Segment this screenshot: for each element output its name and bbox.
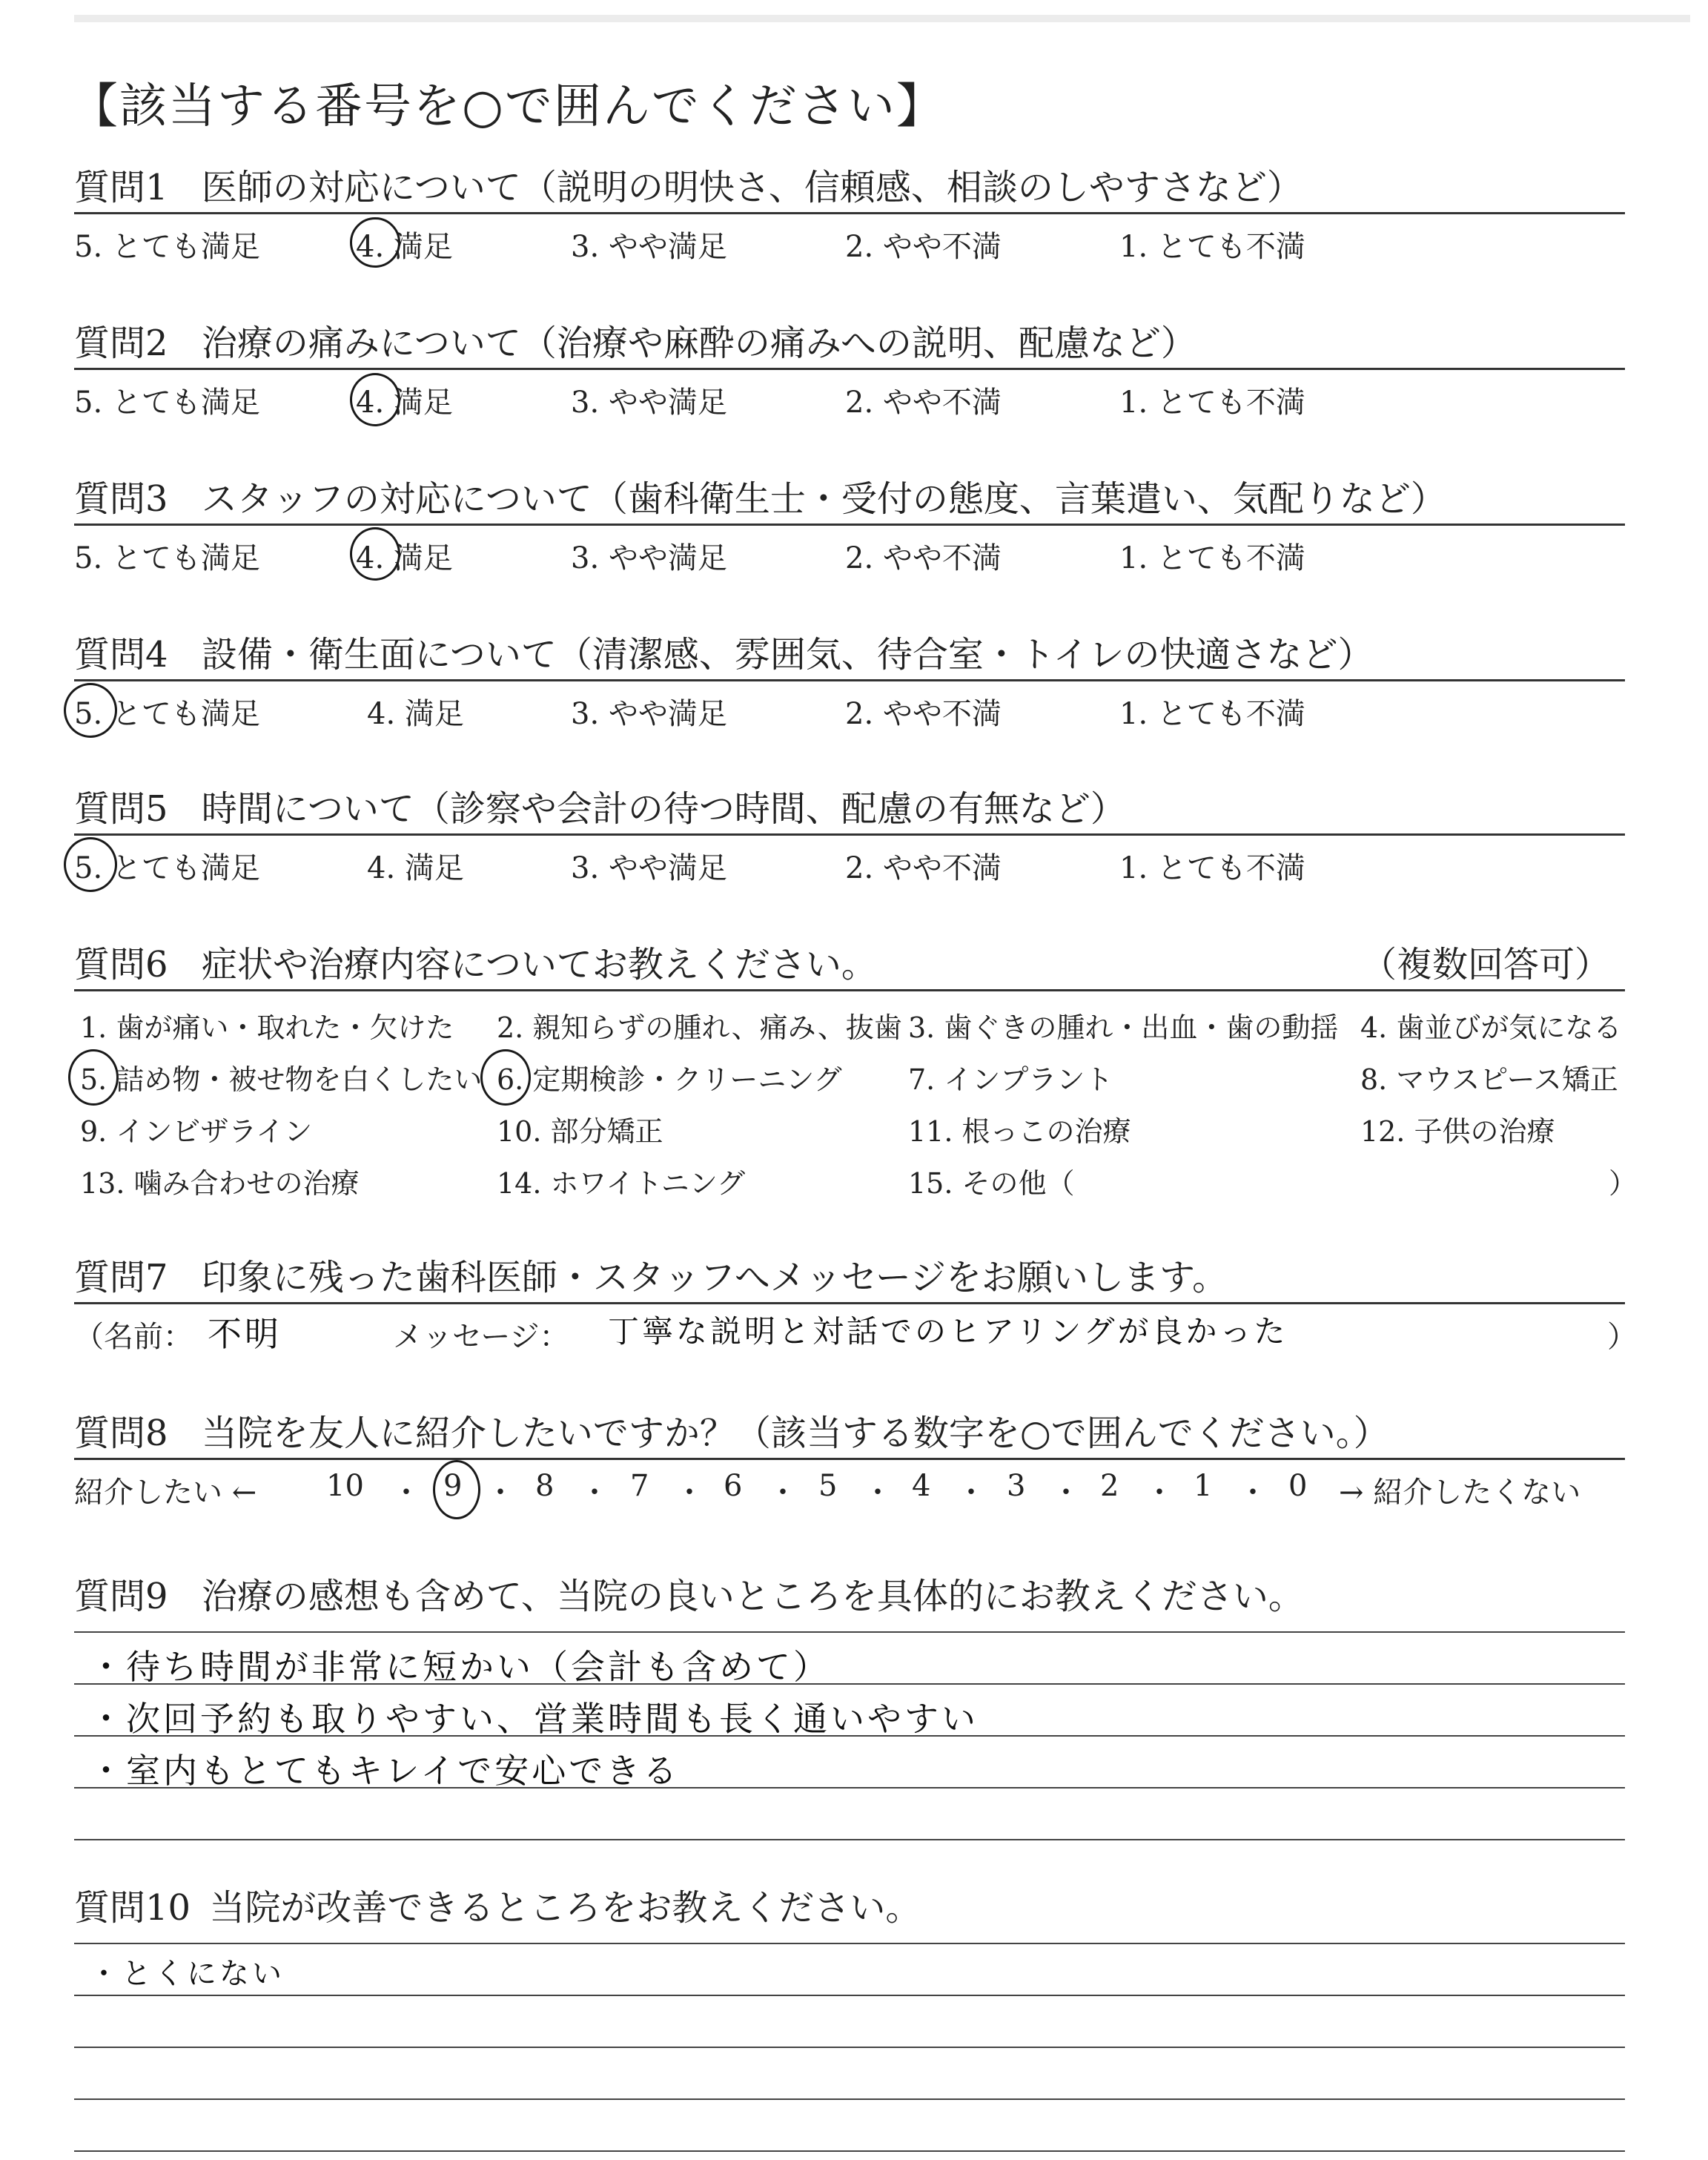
question-2	[74, 319, 1625, 422]
question-text: 時間について（診察や会計の待つ時間、配慮の有無など）	[201, 788, 1126, 830]
rating-option-3[interactable]: 3. やや満足	[571, 386, 727, 420]
question-1-heading	[74, 163, 1625, 214]
question-10	[74, 1883, 1625, 2158]
rating-options	[74, 370, 1625, 422]
rating-option-5[interactable]: 5. とても満足	[74, 230, 260, 264]
handwritten-answer-3[interactable]: ・室内もとてもキレイで安心できる	[89, 1751, 681, 1791]
scale-10[interactable]: 10	[326, 1469, 364, 1503]
recommend-scale	[74, 1460, 1625, 1519]
treatment-option-13[interactable]: 13. 噛み合わせの治療	[80, 1167, 360, 1200]
question-text: 医師の対応について（説明の明快さ、信頼感、相談のしやすさなど）	[201, 167, 1302, 208]
question-5-heading	[74, 785, 1625, 836]
scale-dot: ・	[1051, 1476, 1081, 1510]
question-text: 症状や治療内容についてお教えください。	[201, 944, 877, 985]
rating-option-3[interactable]: 3. やや満足	[571, 851, 727, 885]
scale-right-label: → 紹介したくない	[1339, 1476, 1581, 1510]
question-7	[74, 1253, 1637, 1364]
handwritten-answer-1[interactable]: ・待ち時間が非常に短かい（会計も含めて）	[89, 1647, 830, 1687]
message-label: メッセージ：	[393, 1320, 569, 1354]
scale-dot: ・	[486, 1476, 515, 1510]
question-8	[74, 1409, 1625, 1519]
rating-option-1[interactable]: 1. とても不満	[1119, 851, 1305, 885]
question-text: 治療の痛みについて（治療や麻酔の痛みへの説明、配慮など）	[201, 323, 1196, 364]
message-handwritten[interactable]: 丁寧な説明と対話でのヒアリングが良かった	[608, 1313, 1288, 1350]
rating-option-1[interactable]: 1. とても不満	[1119, 541, 1305, 575]
rating-option-2[interactable]: 2. やや不満	[845, 386, 1002, 420]
question-7-heading	[74, 1253, 1625, 1304]
scale-dot: ・	[1238, 1476, 1268, 1510]
question-text: スタッフの対応について（歯科衛生士・受付の態度、言葉遣い、気配りなど）	[201, 478, 1446, 520]
scale-4[interactable]: 4	[912, 1469, 931, 1503]
rating-option-2[interactable]: 2. やや不満	[845, 541, 1002, 575]
rating-option-1[interactable]: 1. とても不満	[1119, 230, 1305, 264]
rating-option-4[interactable]: 4. 満足	[367, 851, 464, 885]
scale-dot: ・	[863, 1476, 893, 1510]
rating-options	[74, 214, 1625, 266]
scale-0[interactable]: 0	[1288, 1469, 1308, 1503]
name-label: （名前：	[74, 1320, 193, 1354]
message-row	[74, 1304, 1637, 1364]
question-3	[74, 475, 1625, 578]
rating-option-1[interactable]: 1. とても不満	[1119, 697, 1305, 731]
handwritten-answer-1[interactable]: ・とくにない	[89, 1957, 285, 1991]
rating-option-2[interactable]: 2. やや不満	[845, 697, 1002, 731]
question-5	[74, 785, 1625, 888]
treatment-option-4[interactable]: 4. 歯並びが気になる	[1360, 1011, 1622, 1044]
question-6-heading	[74, 940, 1625, 991]
answer-line	[74, 2047, 1625, 2048]
answer-line	[74, 2150, 1625, 2152]
multiple-answers-note: （複数回答可）	[1360, 944, 1610, 985]
rating-option-2[interactable]: 2. やや不満	[845, 851, 1002, 885]
rating-option-3[interactable]: 3. やや満足	[571, 697, 727, 731]
treatment-option-5[interactable]: 5. 詰め物・被せ物を白くしたい	[80, 1063, 483, 1096]
question-6	[74, 940, 1638, 1203]
question-1	[74, 163, 1625, 266]
question-9-heading	[74, 1572, 1625, 1621]
page-title: 【該当する番号を○で囲んでください】	[70, 79, 945, 134]
treatment-option-2[interactable]: 2. 親知らずの腫れ、痛み、抜歯	[497, 1011, 902, 1044]
question-label: 質問1	[74, 167, 168, 208]
answer-line	[74, 2098, 1625, 2100]
rating-option-1[interactable]: 1. とても不満	[1119, 386, 1305, 420]
answer-line	[74, 1995, 1625, 1996]
rating-options	[74, 526, 1625, 578]
question-text: 治療の感想も含めて、当院の良いところを具体的にお教えください。	[201, 1576, 1304, 1617]
question-2-heading	[74, 319, 1625, 370]
rating-option-4[interactable]: 4. 満足	[356, 230, 453, 264]
scale-dot: ・	[1145, 1476, 1174, 1510]
scale-8[interactable]: 8	[535, 1469, 555, 1503]
scale-6[interactable]: 6	[724, 1469, 743, 1503]
question-text: 設備・衛生面について（清潔感、雰囲気、待合室・トイレの快適さなど）	[201, 634, 1374, 676]
answer-line	[74, 1839, 1625, 1840]
rating-option-5[interactable]: 5. とても満足	[74, 386, 260, 420]
question-4-heading	[74, 630, 1625, 681]
scale-5[interactable]: 5	[818, 1469, 838, 1503]
treatment-option-8[interactable]: 8. マウスピース矯正	[1360, 1063, 1618, 1096]
question-label: 質問3	[74, 478, 168, 520]
name-handwritten[interactable]: 不明	[208, 1314, 282, 1354]
scale-dot: ・	[391, 1476, 421, 1510]
scale-1[interactable]: 1	[1194, 1469, 1213, 1503]
treatment-options	[74, 991, 1638, 1203]
question-text: 当院を友人に紹介したいですか？（該当する数字を○で囲んでください。）	[201, 1413, 1389, 1454]
message-close-paren: ）	[1607, 1320, 1637, 1354]
scan-top-edge	[74, 15, 1690, 22]
question-label: 質問8	[74, 1413, 168, 1454]
question-label: 質問2	[74, 323, 168, 364]
question-10-heading	[74, 1883, 1625, 1932]
answer-line	[74, 1631, 1625, 1633]
scale-2[interactable]: 2	[1100, 1469, 1119, 1503]
treatment-option-7[interactable]: 7. インプラント	[908, 1063, 1113, 1096]
rating-option-5[interactable]: 5. とても満足	[74, 697, 260, 731]
question-4	[74, 630, 1625, 733]
rating-option-3[interactable]: 3. やや満足	[571, 230, 727, 264]
question-label: 質問9	[74, 1576, 168, 1617]
rating-option-4[interactable]: 4. 満足	[356, 386, 453, 420]
treatment-option-12[interactable]: 12. 子供の治療	[1360, 1115, 1555, 1148]
question-3-heading	[74, 475, 1625, 526]
treatment-option-1[interactable]: 1. 歯が痛い・取れた・欠けた	[80, 1011, 454, 1044]
answer-line	[74, 1943, 1625, 1944]
treatment-option-15[interactable]: 15. その他（	[908, 1167, 1075, 1200]
rating-option-4[interactable]: 4. 満足	[356, 541, 453, 575]
treatment-option-3[interactable]: 3. 歯ぐきの腫れ・出血・歯の動揺	[908, 1011, 1339, 1044]
question-label: 質問7	[74, 1257, 168, 1298]
rating-option-5[interactable]: 5. とても満足	[74, 541, 260, 575]
rating-options	[74, 836, 1625, 888]
question-9	[74, 1572, 1625, 1854]
scale-dot: ・	[580, 1476, 609, 1510]
scale-3[interactable]: 3	[1007, 1469, 1026, 1503]
scale-dot: ・	[956, 1476, 986, 1510]
question-label: 質問6	[74, 944, 168, 985]
question-label: 質問5	[74, 788, 168, 830]
treatment-option-10[interactable]: 10. 部分矯正	[497, 1115, 663, 1148]
scale-9[interactable]: 9	[443, 1469, 463, 1503]
rating-option-2[interactable]: 2. やや不満	[845, 230, 1002, 264]
rating-option-4[interactable]: 4. 満足	[367, 697, 464, 731]
rating-option-5[interactable]: 5. とても満足	[74, 851, 260, 885]
question-text: 印象に残った歯科医師・スタッフへメッセージをお願いします。	[201, 1257, 1228, 1298]
treatment-option-9[interactable]: 9. インビザライン	[80, 1115, 313, 1148]
other-close-paren: ）	[1609, 1167, 1638, 1200]
treatment-option-14[interactable]: 14. ホワイトニング	[497, 1167, 746, 1200]
scale-7[interactable]: 7	[630, 1469, 649, 1503]
scale-left-label: 紹介したい ←	[74, 1476, 257, 1510]
question-8-heading	[74, 1409, 1625, 1460]
rating-options	[74, 681, 1625, 733]
scale-dot: ・	[768, 1476, 798, 1510]
scale-dot: ・	[675, 1476, 704, 1510]
question-text: 当院が改善できるところをお教えください。	[209, 1887, 921, 1929]
question-label: 質問10	[74, 1887, 191, 1929]
rating-option-3[interactable]: 3. やや満足	[571, 541, 727, 575]
handwritten-answer-2[interactable]: ・次回予約も取りやすい、営業時間も長く通いやすい	[89, 1699, 979, 1739]
treatment-option-11[interactable]: 11. 根っこの治療	[908, 1115, 1131, 1148]
question-label: 質問4	[74, 634, 168, 676]
treatment-option-6[interactable]: 6. 定期検診・クリーニング	[497, 1063, 842, 1096]
